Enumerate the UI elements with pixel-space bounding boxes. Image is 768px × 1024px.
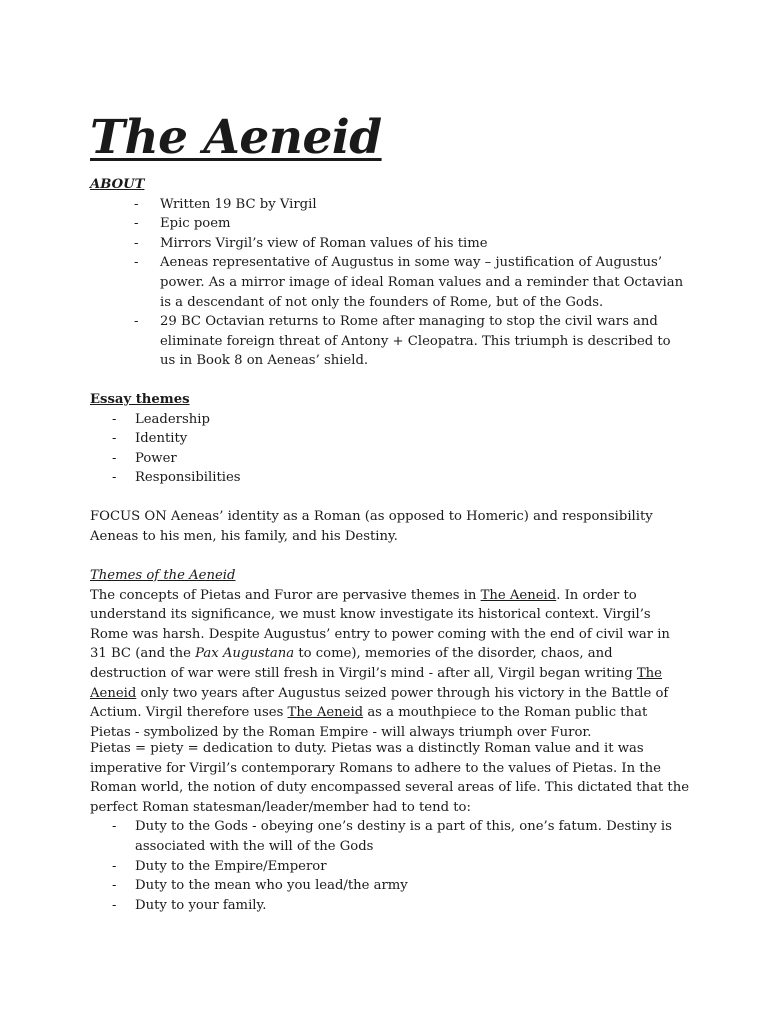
list-item-text: Duty to the Empire/Emperor [135, 858, 327, 874]
list-item-text: Aeneas representative of Augustus in some way – justification of Augustus’ power. As a mirror image of ideal Roman values and a reminder that Octavian is a descendant of not only the founders of Rome, but of the Gods. [160, 255, 684, 310]
pietas-section [90, 739, 690, 915]
essay-themes-heading: Essay themes [90, 392, 190, 407]
list-item [90, 817, 690, 856]
list-item [90, 214, 690, 234]
page-title: The Aeneid [90, 110, 382, 165]
list-item-text: Written 19 BC by Virgil [160, 196, 317, 212]
list-item-text: Power [135, 450, 177, 466]
book-title: The Aeneid [287, 705, 364, 721]
dash-bullet: - [134, 235, 139, 251]
list-item-text: Identity [135, 431, 188, 447]
text-run: as a mouthpiece to the Roman public that Pietas - symbolized by the Roman Empire - will always triumph over Furor. [90, 705, 648, 740]
list-item-text: Leadership [135, 411, 210, 427]
text-run: The concepts of Pietas and Furor are pervasive themes in [90, 587, 481, 603]
dash-bullet: - [112, 431, 117, 447]
list-item [90, 195, 690, 215]
dash-bullet: - [112, 470, 117, 486]
dash-bullet: - [134, 314, 139, 330]
list-item [90, 253, 690, 312]
book-title: The Aeneid [90, 665, 662, 701]
dash-bullet: - [112, 450, 117, 466]
text-run: . In order to understand its significance, we must know investigate its historical context. Virgil’s Rome was harsh. Despite Augustus’ entry to power coming with the end of civil war in 31 BC (and the [90, 587, 670, 662]
about-section [90, 175, 690, 371]
dash-bullet: - [134, 216, 139, 232]
list-item-text: Mirrors Virgil’s view of Roman values of his time [160, 235, 488, 251]
essay-themes-section [90, 390, 690, 488]
about-list [90, 195, 690, 371]
list-item [90, 234, 690, 254]
list-item-text: Epic poem [160, 216, 231, 232]
text-run: to come), memories of the disorder, chaos, and destruction of war were still fresh in Virgil’s mind - after all, Virgil began writing [90, 646, 637, 681]
dash-bullet: - [134, 196, 139, 212]
duty-list [90, 817, 690, 915]
essay-themes-list [90, 410, 690, 488]
dash-bullet: - [112, 878, 117, 894]
pax-augustana-term: Pax Augustana [195, 646, 295, 662]
list-item-text: 29 BC Octavian returns to Rome after managing to stop the civil wars and eliminate foreign threat of Antony + Cleopatra. This triumph is described to us in Book 8 on Aeneas’ shield. [160, 314, 671, 369]
list-item-text: Duty to the Gods - obeying one’s destiny is a part of this, one’s fatum. Destiny is associated with the will of the Gods [135, 819, 672, 854]
list-item [90, 857, 690, 877]
book-title: The Aeneid [480, 587, 557, 603]
themes-heading: Themes of the Aeneid [90, 568, 236, 583]
themes-paragraph [90, 586, 690, 743]
list-item-text: Duty to your family. [135, 897, 267, 913]
dash-bullet: - [112, 858, 117, 874]
dash-bullet: - [134, 255, 139, 271]
list-item [90, 312, 690, 371]
focus-paragraph [90, 507, 690, 546]
text-run: only two years after Augustus seized power through his victory in the Battle of Actium. Virgil therefore uses [90, 685, 669, 721]
list-item [90, 468, 690, 488]
themes-section [90, 566, 690, 742]
list-item-text: Responsibilities [135, 470, 241, 486]
focus-text: FOCUS ON Aeneas’ identity as a Roman (as opposed to Homeric) and responsibility Aeneas to his men, his family, and his Destiny. [90, 509, 653, 544]
list-item [90, 449, 690, 469]
pietas-paragraph: Pietas = piety = dedication to duty. Pietas was a distinctly Roman value and it was imperative for Virgil’s contemporary Romans to adhere to the values of Pietas. In the Roman world, the notion of duty encompassed several areas of life. This dictated that the perfect Roman statesman/leader/member had to tend to: [90, 741, 690, 815]
list-item [90, 896, 690, 916]
dash-bullet: - [112, 897, 117, 913]
list-item [90, 876, 690, 896]
list-item [90, 410, 690, 430]
list-item [90, 429, 690, 449]
list-item-text: Duty to the mean who you lead/the army [135, 878, 408, 894]
dash-bullet: - [112, 819, 117, 835]
dash-bullet: - [112, 411, 117, 427]
about-heading: ABOUT [90, 177, 145, 192]
